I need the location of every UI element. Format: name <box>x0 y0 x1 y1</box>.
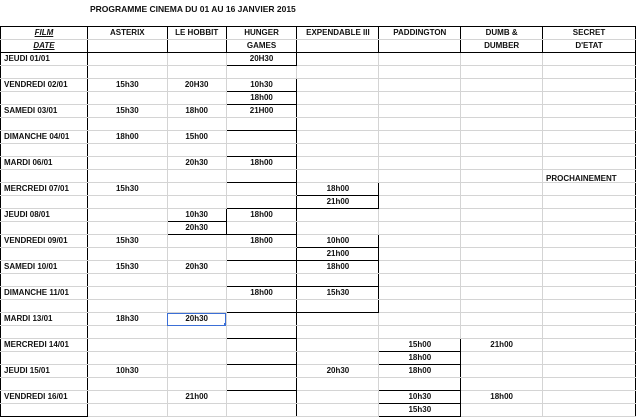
cell[interactable] <box>379 92 461 105</box>
cell[interactable] <box>1 300 88 313</box>
cell[interactable] <box>167 40 226 53</box>
cell[interactable] <box>461 313 543 326</box>
cell[interactable] <box>1 196 88 209</box>
cell[interactable] <box>226 378 297 391</box>
cell[interactable] <box>297 352 379 365</box>
cell[interactable] <box>543 79 636 92</box>
cell[interactable] <box>543 378 636 391</box>
cell[interactable] <box>297 313 379 326</box>
showtime[interactable]: 20H30 <box>226 53 297 66</box>
cell[interactable] <box>543 300 636 313</box>
showtime[interactable]: 21h00 <box>297 196 379 209</box>
showtime[interactable]: 18h00 <box>87 131 167 144</box>
table-row <box>1 352 636 365</box>
cell[interactable] <box>461 144 543 157</box>
cell[interactable] <box>297 170 379 183</box>
cell[interactable] <box>543 209 636 222</box>
cell[interactable] <box>461 404 543 417</box>
cell[interactable] <box>1 144 88 157</box>
cell[interactable] <box>87 248 167 261</box>
cell[interactable] <box>297 222 379 235</box>
hunger-header[interactable]: HUNGER <box>226 27 297 40</box>
showtime[interactable]: 20h30 <box>167 222 226 235</box>
expendable-header[interactable]: EXPENDABLE III <box>297 27 379 40</box>
cell[interactable] <box>87 352 167 365</box>
cell[interactable] <box>461 352 543 365</box>
showtime[interactable]: 21h00 <box>461 339 543 352</box>
cell[interactable] <box>87 222 167 235</box>
showtime[interactable]: 18h00 <box>167 105 226 118</box>
cell[interactable] <box>379 287 461 300</box>
cell[interactable] <box>379 131 461 144</box>
showtime[interactable]: 15h30 <box>379 404 461 417</box>
showtime[interactable]: 18h00 <box>226 157 297 170</box>
table-row <box>1 53 636 66</box>
cell[interactable] <box>543 53 636 66</box>
table-row <box>1 79 636 92</box>
cell[interactable] <box>1 352 88 365</box>
cell[interactable] <box>167 66 226 79</box>
cell[interactable] <box>379 196 461 209</box>
cell[interactable] <box>379 326 461 339</box>
showtime[interactable]: 10h00 <box>297 235 379 248</box>
cell[interactable] <box>226 313 297 326</box>
cell[interactable] <box>461 300 543 313</box>
table-row <box>1 118 636 131</box>
showtime[interactable]: 21h00 <box>297 248 379 261</box>
cell[interactable] <box>461 261 543 274</box>
table-row <box>1 326 636 339</box>
cell[interactable] <box>461 287 543 300</box>
cell[interactable] <box>226 196 297 209</box>
cell[interactable] <box>297 326 379 339</box>
cell[interactable] <box>87 196 167 209</box>
cell[interactable] <box>226 391 297 404</box>
cell[interactable] <box>167 235 226 248</box>
showtime[interactable]: 21h00 <box>167 391 226 404</box>
cell[interactable] <box>379 79 461 92</box>
secret-header-2[interactable]: D'ETAT <box>543 40 636 53</box>
selected-cell[interactable] <box>167 313 226 326</box>
cell[interactable] <box>543 391 636 404</box>
cell[interactable] <box>543 157 636 170</box>
cell[interactable] <box>297 300 379 313</box>
cell[interactable] <box>226 404 297 417</box>
cell[interactable] <box>543 196 636 209</box>
showtime[interactable]: 20h30 <box>167 261 226 274</box>
cell[interactable] <box>379 157 461 170</box>
cell[interactable] <box>226 248 297 261</box>
cell[interactable] <box>1 274 88 287</box>
cell[interactable] <box>379 53 461 66</box>
cell[interactable] <box>543 222 636 235</box>
cell[interactable] <box>226 352 297 365</box>
showtime[interactable]: 18h00 <box>461 391 543 404</box>
cell[interactable] <box>226 66 297 79</box>
cell[interactable] <box>297 391 379 404</box>
header-row-1 <box>1 27 636 40</box>
cell[interactable] <box>297 144 379 157</box>
cell[interactable] <box>167 274 226 287</box>
cell[interactable] <box>297 157 379 170</box>
cell[interactable] <box>87 157 167 170</box>
cell[interactable] <box>1 404 88 417</box>
cell[interactable] <box>87 326 167 339</box>
cell[interactable] <box>226 131 297 144</box>
cell[interactable] <box>379 118 461 131</box>
cell[interactable] <box>543 352 636 365</box>
cell[interactable] <box>543 339 636 352</box>
cell[interactable] <box>167 287 226 300</box>
cell[interactable] <box>87 66 167 79</box>
cell[interactable] <box>167 183 226 196</box>
cell[interactable] <box>379 300 461 313</box>
cell[interactable] <box>379 248 461 261</box>
table-row <box>1 300 636 313</box>
cell[interactable] <box>461 248 543 261</box>
cell[interactable] <box>297 339 379 352</box>
cell[interactable] <box>167 248 226 261</box>
showtime[interactable]: 18h30 <box>87 313 167 326</box>
showtime[interactable]: 15h30 <box>87 235 167 248</box>
day-label[interactable]: SAMEDI 03/01 <box>1 105 88 118</box>
cell[interactable] <box>297 66 379 79</box>
cell[interactable] <box>167 404 226 417</box>
cell[interactable] <box>461 170 543 183</box>
cell[interactable] <box>87 404 167 417</box>
cell[interactable] <box>1 92 88 105</box>
cell[interactable] <box>461 183 543 196</box>
cell[interactable] <box>1 248 88 261</box>
showtime[interactable]: 15h00 <box>167 131 226 144</box>
day-label[interactable]: DIMANCHE 11/01 <box>1 287 88 300</box>
cell[interactable] <box>297 40 379 53</box>
cell[interactable] <box>226 300 297 313</box>
cell[interactable] <box>87 170 167 183</box>
cell[interactable] <box>87 339 167 352</box>
cell[interactable] <box>226 170 297 183</box>
table-row <box>1 105 636 118</box>
cell[interactable] <box>297 79 379 92</box>
showtime[interactable]: 18h00 <box>379 352 461 365</box>
table-row <box>1 170 636 183</box>
cell[interactable] <box>461 92 543 105</box>
cell[interactable] <box>543 365 636 378</box>
table-row <box>1 222 636 235</box>
cell[interactable] <box>461 79 543 92</box>
cell[interactable] <box>1 378 88 391</box>
cell[interactable] <box>87 287 167 300</box>
cell[interactable] <box>543 248 636 261</box>
table-row <box>1 196 636 209</box>
cell[interactable] <box>379 222 461 235</box>
cell[interactable] <box>87 274 167 287</box>
cell[interactable] <box>461 365 543 378</box>
day-label[interactable]: MERCREDI 14/01 <box>1 339 88 352</box>
day-label[interactable]: VENDREDI 16/01 <box>1 391 88 404</box>
day-label[interactable]: JEUDI 01/01 <box>1 53 88 66</box>
cell[interactable] <box>87 92 167 105</box>
cell[interactable] <box>543 105 636 118</box>
cell[interactable] <box>167 92 226 105</box>
cell[interactable] <box>461 196 543 209</box>
dumb-header-2[interactable]: DUMBER <box>461 40 543 53</box>
showtime[interactable]: 18h00 <box>379 365 461 378</box>
paddington-header[interactable]: PADDINGTON <box>379 27 461 40</box>
table-row <box>1 92 636 105</box>
cell[interactable] <box>379 274 461 287</box>
showtime[interactable]: 15h30 <box>87 261 167 274</box>
showtime[interactable]: 20H30 <box>167 79 226 92</box>
showtime[interactable]: 15h00 <box>379 339 461 352</box>
showtime[interactable]: 18h00 <box>226 209 297 222</box>
cell[interactable] <box>297 118 379 131</box>
showtime[interactable]: 15h30 <box>87 79 167 92</box>
cell[interactable] <box>543 313 636 326</box>
table-row <box>1 274 636 287</box>
cell[interactable] <box>297 131 379 144</box>
cell[interactable] <box>226 183 297 196</box>
asterix-header[interactable]: ASTERIX <box>87 27 167 40</box>
cell[interactable] <box>461 66 543 79</box>
cell[interactable] <box>87 378 167 391</box>
cell[interactable] <box>461 326 543 339</box>
cell[interactable] <box>379 170 461 183</box>
cell[interactable] <box>167 300 226 313</box>
showtime[interactable]: 18h00 <box>226 92 297 105</box>
day-label[interactable]: JEUDI 15/01 <box>1 365 88 378</box>
showtime[interactable]: 15h30 <box>87 183 167 196</box>
table-row <box>1 144 636 157</box>
cell[interactable] <box>379 313 461 326</box>
day-label[interactable]: MARDI 13/01 <box>1 313 88 326</box>
cell[interactable] <box>379 66 461 79</box>
dumb-header[interactable]: DUMB & <box>461 27 543 40</box>
showtime: 20h30 <box>185 314 208 323</box>
cell[interactable] <box>226 274 297 287</box>
cell[interactable] <box>543 131 636 144</box>
cell[interactable] <box>87 300 167 313</box>
cell[interactable] <box>167 378 226 391</box>
cell[interactable] <box>543 66 636 79</box>
table-row <box>1 131 636 144</box>
cell[interactable] <box>226 118 297 131</box>
cell[interactable] <box>543 144 636 157</box>
table-row <box>1 404 636 417</box>
cell[interactable] <box>379 261 461 274</box>
cell[interactable] <box>461 131 543 144</box>
showtime[interactable]: 20h30 <box>297 365 379 378</box>
table-row <box>1 66 636 79</box>
table-row <box>1 183 636 196</box>
cell[interactable] <box>461 209 543 222</box>
hobbit-header[interactable]: LE HOBBIT <box>167 27 226 40</box>
cell[interactable] <box>297 378 379 391</box>
showtime[interactable]: 10h30 <box>167 209 226 222</box>
schedule-table <box>0 26 636 417</box>
cell[interactable] <box>379 105 461 118</box>
cell[interactable] <box>167 118 226 131</box>
cell[interactable] <box>87 118 167 131</box>
cell[interactable] <box>297 53 379 66</box>
cell[interactable] <box>167 144 226 157</box>
cell[interactable] <box>167 326 226 339</box>
cell[interactable] <box>1 118 88 131</box>
cell[interactable] <box>543 261 636 274</box>
cell[interactable] <box>226 339 297 352</box>
cell[interactable] <box>461 157 543 170</box>
hunger-header-2[interactable]: GAMES <box>226 40 297 53</box>
cell[interactable] <box>461 118 543 131</box>
showtime[interactable]: 10h30 <box>379 391 461 404</box>
showtime[interactable]: 10h30 <box>87 365 167 378</box>
day-label[interactable]: SAMEDI 10/01 <box>1 261 88 274</box>
table-row <box>1 287 636 300</box>
fill-handle[interactable] <box>224 323 227 326</box>
cell[interactable] <box>87 40 167 53</box>
cell[interactable] <box>1 326 88 339</box>
cell[interactable] <box>87 391 167 404</box>
cell[interactable] <box>226 326 297 339</box>
table-row <box>1 313 636 326</box>
table-row <box>1 248 636 261</box>
table-row <box>1 235 636 248</box>
cell[interactable] <box>543 235 636 248</box>
cell[interactable] <box>543 287 636 300</box>
cell[interactable] <box>461 53 543 66</box>
cell[interactable] <box>297 92 379 105</box>
day-label[interactable]: MERCREDI 07/01 <box>1 183 88 196</box>
showtime[interactable]: 18h00 <box>297 261 379 274</box>
table-row <box>1 157 636 170</box>
cell[interactable] <box>1 222 88 235</box>
sheet-title[interactable]: PROGRAMME CINEMA DU 01 AU 16 JANVIER 2015 <box>90 4 296 14</box>
cell[interactable] <box>167 170 226 183</box>
day-label[interactable]: VENDREDI 02/01 <box>1 79 88 92</box>
day-label[interactable]: JEUDI 08/01 <box>1 209 88 222</box>
day-label[interactable]: DIMANCHE 04/01 <box>1 131 88 144</box>
film-header[interactable]: FILM <box>1 27 88 40</box>
cell[interactable] <box>543 404 636 417</box>
table-row <box>1 261 636 274</box>
showtime[interactable]: 20h30 <box>167 157 226 170</box>
cell[interactable] <box>167 339 226 352</box>
cell[interactable] <box>297 404 379 417</box>
cell[interactable] <box>87 209 167 222</box>
cell[interactable] <box>379 378 461 391</box>
table-row <box>1 391 636 404</box>
date-header[interactable]: DATE <box>1 40 88 53</box>
cell[interactable] <box>461 378 543 391</box>
cell[interactable] <box>1 170 88 183</box>
cell[interactable] <box>87 53 167 66</box>
cell[interactable] <box>226 222 297 235</box>
cell[interactable] <box>543 92 636 105</box>
day-label[interactable]: VENDREDI 09/01 <box>1 235 88 248</box>
cell[interactable] <box>87 144 167 157</box>
header-row-2 <box>1 40 636 53</box>
showtime[interactable]: 18h00 <box>226 287 297 300</box>
cell[interactable] <box>226 144 297 157</box>
showtime[interactable]: 10h30 <box>226 79 297 92</box>
showtime[interactable]: 18h00 <box>226 235 297 248</box>
cell[interactable] <box>167 352 226 365</box>
cell[interactable] <box>461 274 543 287</box>
cell[interactable] <box>226 261 297 274</box>
table-row <box>1 339 636 352</box>
cell[interactable] <box>1 66 88 79</box>
prochainement-note[interactable]: PROCHAINEMENT <box>543 173 636 186</box>
secret-header[interactable]: SECRET <box>543 27 636 40</box>
cell[interactable] <box>297 274 379 287</box>
cell[interactable] <box>379 235 461 248</box>
table-row <box>1 378 636 391</box>
cell[interactable] <box>543 326 636 339</box>
showtime[interactable]: 21H00 <box>226 105 297 118</box>
cell[interactable] <box>461 222 543 235</box>
cell[interactable] <box>379 144 461 157</box>
showtime[interactable]: 15h30 <box>297 287 379 300</box>
table-row <box>1 365 636 378</box>
showtime[interactable]: 15h30 <box>87 105 167 118</box>
cell[interactable] <box>543 118 636 131</box>
cell[interactable] <box>167 53 226 66</box>
cell[interactable] <box>297 105 379 118</box>
cell[interactable] <box>543 274 636 287</box>
table-row <box>1 209 636 222</box>
cell[interactable] <box>297 209 379 222</box>
cell[interactable] <box>379 183 461 196</box>
showtime[interactable]: 18h00 <box>297 183 379 196</box>
cell[interactable] <box>379 40 461 53</box>
cell[interactable] <box>226 365 297 378</box>
cell[interactable] <box>167 365 226 378</box>
cell[interactable] <box>461 235 543 248</box>
day-label[interactable]: MARDI 06/01 <box>1 157 88 170</box>
cell[interactable] <box>461 105 543 118</box>
cell[interactable] <box>379 209 461 222</box>
cell[interactable] <box>167 196 226 209</box>
